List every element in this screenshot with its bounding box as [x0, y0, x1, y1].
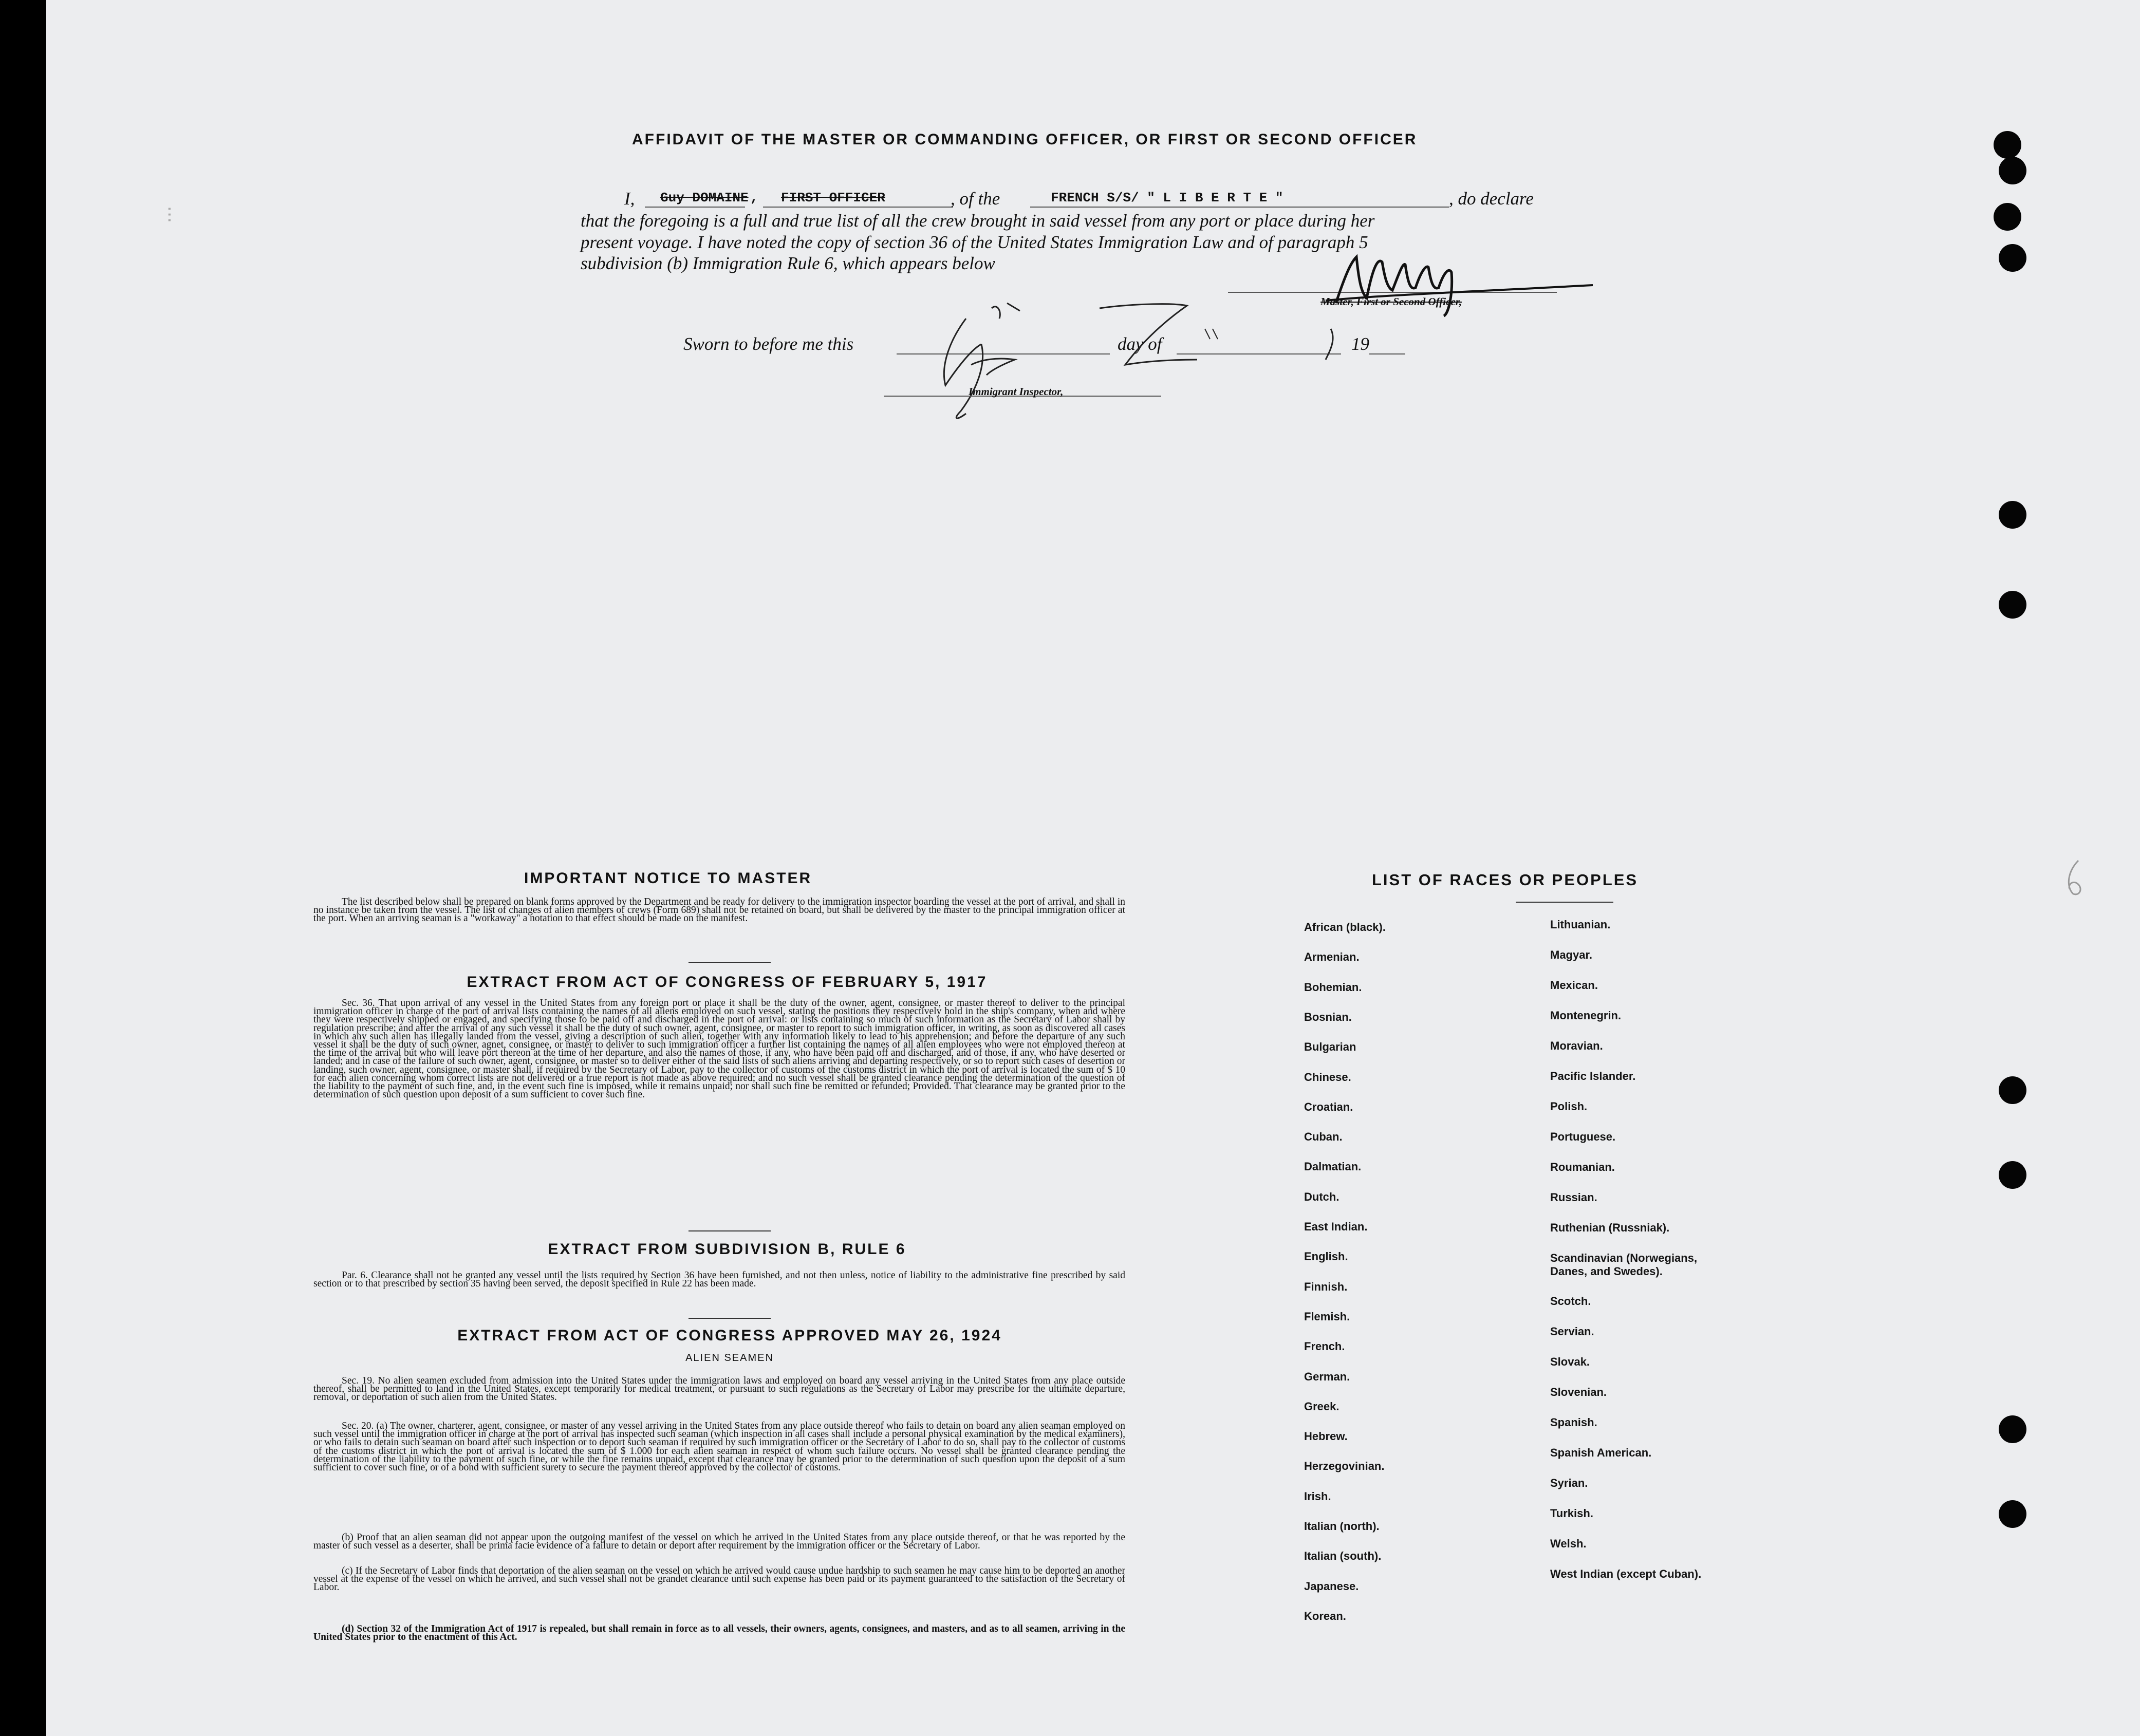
race-item: Bohemian.: [1304, 980, 1362, 994]
race-item: Portuguese.: [1550, 1130, 1616, 1143]
extract3-sec20b: (b) Proof that an alien seaman did not appear upon the outgoing manifest of the vessel on which he arrived in the United States from any place outside thereof, or that he was reported by the master of such vessel as a deserter, shall be prima facie evidence of a failure to detain or deport after requirement by the immigration officer or the Secretary of Labor.: [313, 1532, 1125, 1552]
race-item: Italian (south).: [1304, 1550, 1382, 1563]
race-item: Slovak.: [1550, 1355, 1590, 1368]
race-item: German.: [1304, 1370, 1350, 1383]
separator: [688, 1318, 771, 1319]
race-item: Syrian.: [1550, 1477, 1588, 1489]
race-item: Dutch.: [1304, 1190, 1339, 1203]
race-item: French.: [1304, 1340, 1345, 1353]
race-item: Mexican.: [1550, 979, 1598, 992]
separator: [688, 1230, 771, 1231]
comma: ,: [750, 190, 758, 206]
notice-title: IMPORTANT NOTICE TO MASTER: [524, 870, 812, 887]
do-declare-text: , do declare: [1449, 189, 1534, 209]
race-item: Ruthenian (Russniak).: [1550, 1221, 1670, 1234]
race-item: Greek.: [1304, 1399, 1339, 1413]
punch-hole: [1999, 157, 2026, 184]
bleed-through-mark: ∙∙∙: [159, 206, 182, 223]
punch-hole: [1999, 244, 2026, 272]
race-item: Welsh.: [1550, 1537, 1587, 1550]
punch-hole: [1999, 1415, 2026, 1443]
vessel-name: FRENCH S/S/ " L I B E R T E ": [1051, 190, 1283, 206]
inspector-handwriting: [909, 288, 1403, 426]
race-item: Turkish.: [1550, 1507, 1593, 1520]
race-item: Irish.: [1304, 1489, 1331, 1503]
race-item: Dalmatian.: [1304, 1160, 1362, 1173]
punch-hole: [1994, 131, 2021, 159]
rank-underline: [763, 207, 953, 208]
race-item: Chinese.: [1304, 1070, 1351, 1084]
race-item: Croatian.: [1304, 1100, 1353, 1113]
year-prefix: 19: [1351, 334, 1369, 354]
punch-hole: [1994, 203, 2021, 231]
affidavit-line-3: present voyage. I have noted the copy of section 36 of the United States Immigration Law and of paragraph 5: [581, 232, 1368, 252]
race-item: East Indian.: [1304, 1220, 1368, 1233]
affidavit-line-4: subdivision (b) Immigration Rule 6, which appears below: [581, 253, 995, 273]
sworn-text: Sworn to before me this: [683, 334, 854, 354]
race-item: Herzegovinian.: [1304, 1460, 1385, 1473]
extract3-title: EXTRACT FROM ACT OF CONGRESS APPROVED MAY 26, 1924: [457, 1327, 1002, 1344]
race-item: Montenegrin.: [1550, 1009, 1622, 1022]
race-item: Bosnian.: [1304, 1010, 1352, 1023]
race-item: Korean.: [1304, 1609, 1346, 1622]
extract3-sec19: Sec. 19. No alien seamen excluded from admission into the United States under the immigration laws and employed on board any vessel arriving in the United States from any place outside thereof, shall be permitted to land in the United States, except temporarily for medical treatment, or pursuant to such regulations as the Secretary of Labor may prescribe for the ultimate departure, removal, or deportation of such alien from the United States.: [313, 1375, 1125, 1403]
race-item: Japanese.: [1304, 1579, 1359, 1593]
affidavit-i: I,: [624, 189, 635, 209]
race-item: Moravian.: [1550, 1039, 1603, 1052]
race-item: Polish.: [1550, 1100, 1588, 1113]
race-item: English.: [1304, 1250, 1348, 1263]
punch-hole: [1999, 1500, 2026, 1528]
race-item: Bulgarian: [1304, 1040, 1356, 1054]
officer-rank: FIRST OFFICER: [781, 190, 885, 206]
of-the-text: , of the: [951, 189, 1000, 209]
vessel-underline: [1030, 207, 1449, 208]
race-item: Pacific Islander.: [1550, 1070, 1636, 1082]
inspector-label: Immigrant Inspector,: [969, 385, 1064, 398]
race-item: Russian.: [1550, 1191, 1597, 1204]
extract3-subtitle: ALIEN SEAMEN: [685, 1352, 774, 1364]
separator: [1516, 902, 1613, 903]
race-item: African (black).: [1304, 921, 1386, 934]
race-item: Magyar.: [1550, 948, 1592, 961]
race-item: Lithuanian.: [1550, 918, 1611, 931]
race-item: Spanish.: [1550, 1416, 1597, 1429]
extract3-sec20a: Sec. 20. (a) The owner, charterer, agent, consignee, or master of any vessel arriving in the United States from any place outside thereof who fails to detain on board any alien seaman employed on such vessel until the immigration officer in charge at the port of arrival has inspected such seaman (which inspection in all cases shall include a personal physical examination by the medical examiners), or who fails to detain such seaman on board after such inspection or to deport such seaman if required by such immigration officer or the Secretary of Labor to do so, shall pay to the collector of customs of the customs district in which the port of arrival is located the sum of $ 1.000 for each alien seaman in respect of whom such failure occurs. No vessel shall be granted clearance pending the determination of the liability to the payment of such fine, or while the fine remains unpaid, except that clearance may be granted prior to the determination of such question upon the deposit of a sum sufficient to cover such fine, or of a bond with sufficient surety to secure the payment thereof approved by the collector of customs.: [313, 1421, 1125, 1473]
punch-hole: [1999, 501, 2026, 529]
race-item: Servian.: [1550, 1325, 1594, 1338]
day-of-text: day of: [1118, 334, 1162, 354]
affidavit-title: AFFIDAVIT OF THE MASTER OR COMMANDING OFFICER, OR FIRST OR SECOND OFFICER: [632, 131, 1418, 148]
extract1-body: Sec. 36. That upon arrival of any vessel in the United States from any foreign port or place it shall be the duty of the owner, agent, consignee, or master thereof to deliver to the principal immigration officer in charge of the port of arrival lists containing the names of all aliens employed on such vessel, stating the positions they respectively hold in the ship's company, when and where they were respectively shipped or engaged, and specifying those to be paid off and discharged in the port of arrival: or lists containing so much of such information as the Secretary of Labor shall by regulation prescribe; and after the arrival of any such vessel it shall be the duty of such owner, agent, consignee, or master to report to such immigration officer, in writing, as soon as discovered all cases in which any such alien has illegally landed from the vessel, giving a description of such alien, together with any information likely to lead to his apprehension; and before the departure of any such vessel it shall be the duty of such owner, agnet, consignee, or master to deliver to such immigration officer a further list containing the names of all alien employees who were not employed thereon at the time of the arrival but who will leave port thereon at the time of her departure, and also the names of those, if any, who have been paid off and discharged, and of those, if any, who have deserted or landed; and in case of the failure of such owner, agent, consignee, or master so to deliver either of the said lists of such aliens arriving and departing respectively, or so to report such cases of desertion or landing, such owner, agent, consignee, or master shall, if required by the Secretary of Labor, pay to the collector of customs of the customs district in which the port of arrival is located the sum of $ 10 for each alien concerning whom correct lists are not delivered or a true report is not made as above required; and no such vessel shall be granted clearance pending the determination of the question of the liability to the payment of such fine, and, in the event such fine is imposed, while it remains unpaid; nor shall such fine be remitted or refunded; Provided. That clearance may be granted prior to the determination of such question upon deposit of a sum sufficient to cover such fine.: [313, 998, 1125, 1100]
punch-hole: [1999, 1161, 2026, 1189]
race-item: Cuban.: [1304, 1130, 1343, 1144]
extract2-body: Par. 6. Clearance shall not be granted any vessel until the lists required by Section 36 have been furnished, and not then unless, notice of liability to the administrative fine prescribed by said section or to that prescribed by section 35 having been served, the deposit specified in Rule 22 has been made.: [313, 1270, 1125, 1290]
officer-name: Guy DOMAINE: [660, 190, 749, 206]
race-item: Armenian.: [1304, 950, 1360, 964]
race-item: Spanish American.: [1550, 1446, 1652, 1459]
name-underline: [645, 207, 745, 208]
race-item: Scandinavian (Norwegians, Danes, and Swedes).: [1550, 1252, 1698, 1278]
document-page: [46, 0, 2140, 1736]
punch-hole: [1999, 1076, 2026, 1104]
extract1-title: EXTRACT FROM ACT OF CONGRESS OF FEBRUARY 5, 1917: [467, 974, 988, 991]
punch-hole: [1999, 591, 2026, 619]
officer-title-label: Master, First or Second Officer,: [1320, 295, 1462, 308]
race-item: Scotch.: [1550, 1295, 1591, 1308]
race-item: Roumanian.: [1550, 1161, 1615, 1173]
extract3-sec20c: (c) If the Secretary of Labor finds that deportation of the alien seaman on the vessel on which he arrived would cause undue hardship to such seamen he may cause him to be deported an another vessel at the expense of the vessel on which he arrived, and such vessel shall not be grandet clearance until such expense has been paid or its payment guaranteed to the satisfaction of the Secretary of Labor.: [313, 1565, 1125, 1593]
pencil-mark: [2060, 858, 2091, 899]
race-item: Finnish.: [1304, 1280, 1348, 1293]
race-item: Italian (north).: [1304, 1520, 1380, 1533]
extract2-title: EXTRACT FROM SUBDIVISION B, RULE 6: [548, 1241, 906, 1258]
race-item: Slovenian.: [1550, 1386, 1607, 1398]
race-item: West Indian (except Cuban).: [1550, 1567, 1702, 1580]
extract3-sec20d: (d) Section 32 of the Immigration Act of 1917 is repealed, but shall remain in force as to all vessels, their owners, agents, consignees, and masters, and as to all seamen, arriving in the United States prior to the enactment of this Act.: [313, 1623, 1125, 1643]
race-item: Flemish.: [1304, 1310, 1350, 1323]
notice-body: The list described below shall be prepared on blank forms approved by the Department and be ready for delivery to the immigration inspector boarding the vessel at the port of arrival, and shall in no instance be taken from the vessel. The list of changes of alien members of crews (Form 689) shall not be retained on board, but shall be delivered by the master to the principal immigration officer at the port. When an arriving seaman is a "workaway" a notation to that effect should be made on the manifest.: [313, 897, 1125, 924]
affidavit-line-2: that the foregoing is a full and true list of all the crew brought in said vessel from any port or place during her: [581, 211, 1375, 231]
separator: [688, 962, 771, 963]
race-item: Hebrew.: [1304, 1430, 1348, 1443]
races-title: LIST OF RACES OR PEOPLES: [1372, 871, 1639, 889]
